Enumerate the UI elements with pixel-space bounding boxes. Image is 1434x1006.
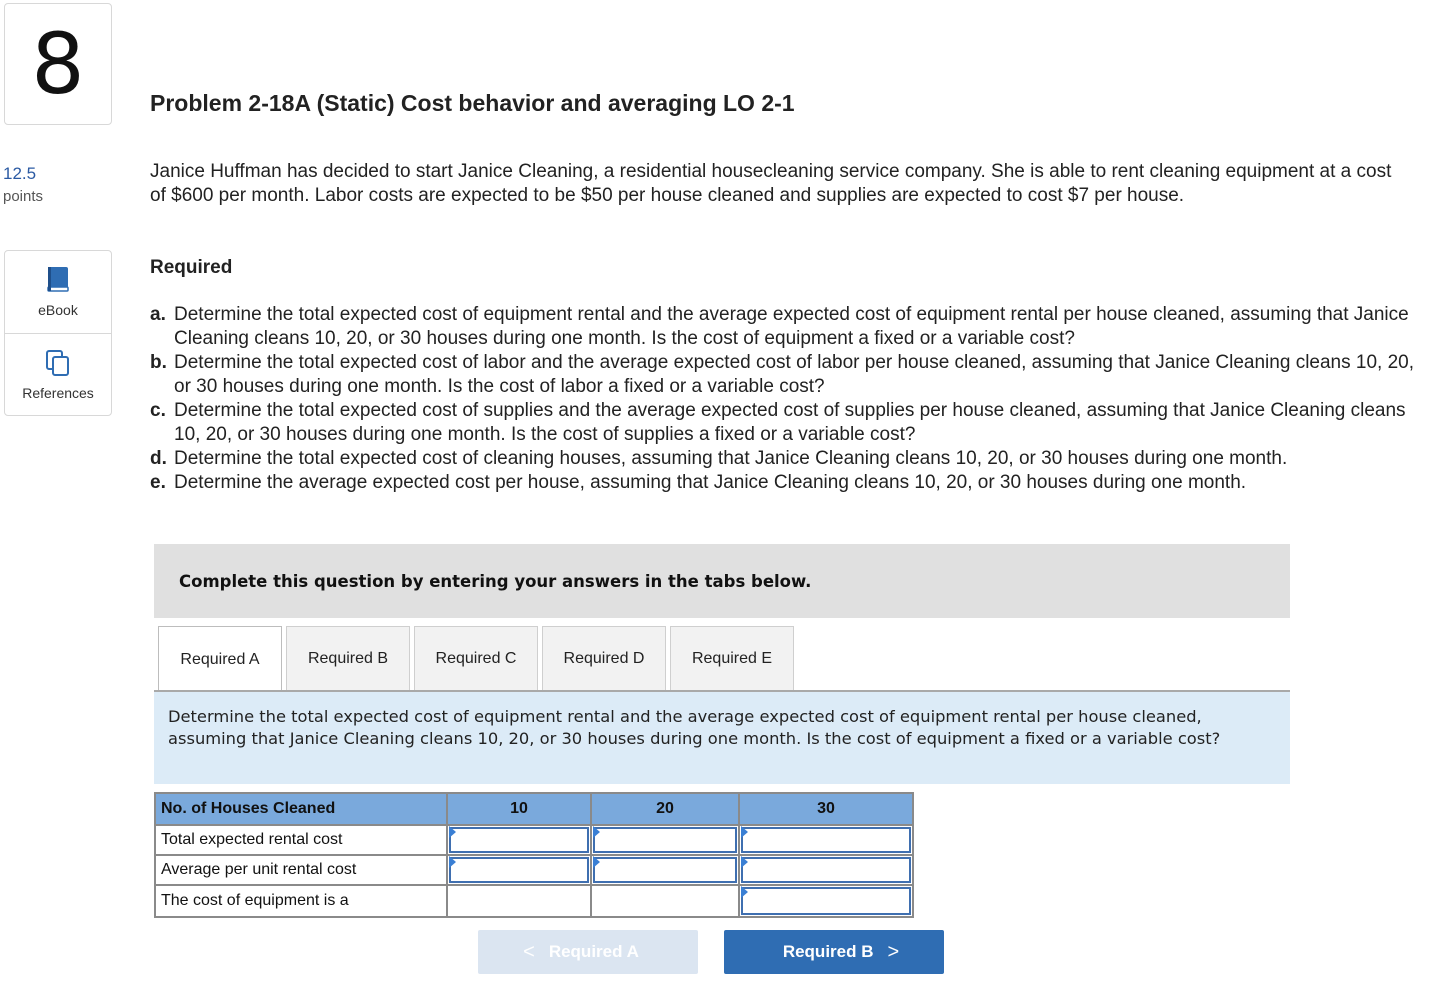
tab-required-a[interactable]: Required A [158,626,282,692]
dropdown-marker-icon [741,856,748,868]
points-value: 12.5 [3,164,37,183]
dropdown-marker-icon [449,826,456,838]
chevron-right-icon: > [887,940,900,963]
copy-icon [45,349,71,377]
problem-title: Problem 2-18A (Static) Cost behavior and averaging LO 2-1 [150,90,795,116]
average-rental-10-input[interactable] [447,855,591,885]
requirement-text: Determine the total expected cost of cleaning houses, assuming that Janice Cleaning cleans 10, 20, or 30 houses during one month. [174,448,1288,469]
tab-required-c[interactable]: Required C [414,626,538,690]
next-tab-button[interactable] [724,930,944,974]
requirement-text: Determine the total expected cost of equipment rental and the average expected cost of equipment rental per house cleaned, assuming that Janice Cleaning cleans 10, 20, or 30 houses during one month. Is the cost of equipment a fixed or a variable cost? [174,304,1409,349]
dropdown-marker-icon [741,886,748,898]
table-header-cell: 20 [591,793,739,825]
requirement-d [150,447,1420,471]
tab-instruction: Determine the total expected cost of equipment rental and the average expected cost of equipment rental per house cleaned, assuming that Janice Cleaning cleans 10, 20, or 30 houses during one month. Is the cost of equipment a fixed or a variable cost? [154,692,1290,784]
total-rental-30-input[interactable] [739,825,913,855]
points-label: points [3,188,44,205]
tab-required-d[interactable]: Required D [542,626,666,690]
table-header-cell: 10 [447,793,591,825]
requirement-a [150,303,1420,351]
requirement-text: Determine the average expected cost per house, assuming that Janice Cleaning cleans 10, 20, or 30 houses during one month. [174,472,1247,493]
average-rental-30-input[interactable] [739,855,913,885]
problem-statement: Janice Huffman has decided to start Janice Cleaning, a residential housecleaning service company. She is able to rent cleaning equipment at a cost of $600 per month. Labor costs are expected to be $50 per house cleaned and supplies are expected to cost $7 per house. [150,161,1392,206]
tab-required-b[interactable]: Required B [286,626,410,690]
requirement-b [150,351,1420,399]
requirement-letter: e. [150,472,166,493]
dropdown-marker-icon [593,826,600,838]
row-label: The cost of equipment is a [155,885,447,917]
table-header-cell: 30 [739,793,913,825]
points-indicator [3,164,43,205]
average-rental-20-input[interactable] [591,855,739,885]
table-header-cell: No. of Houses Cleaned [155,793,447,825]
previous-tab-button[interactable] [478,930,698,974]
references-button[interactable] [5,333,111,416]
ebook-button[interactable] [5,251,111,333]
requirement-letter: a. [150,304,166,325]
requirement-e [150,471,1420,495]
requirement-c [150,399,1420,447]
row-label: Average per unit rental cost [155,855,447,885]
total-rental-10-input[interactable] [447,825,591,855]
empty-cell [591,885,739,917]
chevron-left-icon: < [523,940,535,963]
requirements-list [150,303,1420,495]
requirement-letter: b. [150,352,167,373]
dropdown-marker-icon [593,856,600,868]
requirement-letter: c. [150,400,166,421]
cost-behavior-select[interactable] [739,885,913,917]
requirement-text: Determine the total expected cost of supplies and the average expected cost of supplies per house cleaned, assuming that Janice Cleaning cleans 10, 20, or 30 houses during one month. Is the cost of supplies a fixed or a variable cost? [174,400,1406,445]
total-rental-20-input[interactable] [591,825,739,855]
table-row [155,825,913,855]
table-header-row [155,793,913,825]
row-label: Total expected rental cost [155,825,447,855]
answer-table [154,792,914,918]
required-heading: Required [150,257,233,278]
requirement-letter: d. [150,448,167,469]
next-tab-label: Required B [782,942,874,961]
empty-cell [447,885,591,917]
previous-tab-label: Required A [548,942,639,961]
references-label: References [22,385,94,401]
dropdown-marker-icon [741,826,748,838]
requirement-text: Determine the total expected cost of labor and the average expected cost of labor per house cleaned, assuming that Janice Cleaning cleans 10, 20, or 30 houses during one month. Is the cost of labor a fixed or a variable cost? [174,352,1415,397]
question-number: 8 [4,3,112,125]
resource-panel [4,250,112,416]
instructions-banner: Complete this question by entering your answers in the tabs below. [154,544,1290,618]
ebook-label: eBook [38,302,78,318]
tab-required-e[interactable]: Required E [670,626,794,690]
dropdown-marker-icon [449,856,456,868]
table-row [155,885,913,917]
table-row [155,855,913,885]
book-icon [46,266,70,294]
